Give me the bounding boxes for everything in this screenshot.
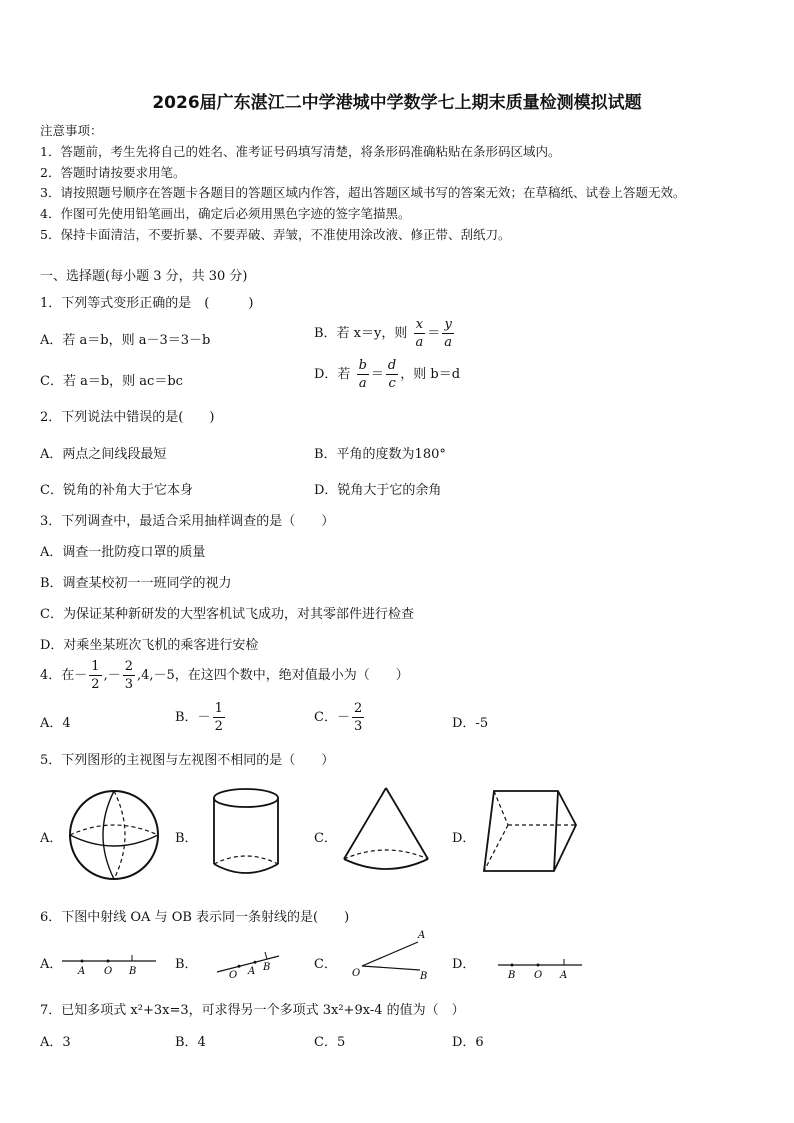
question-stem: 1．下列等式变形正确的是 ( )	[40, 296, 254, 311]
question-stem: 2．下列说法中错误的是( )	[40, 410, 215, 425]
option-c: C．若 a＝b，则 ac＝bc	[40, 374, 183, 389]
point-label-b: B	[420, 971, 428, 980]
fraction: $\frac{2}{3}$	[353, 701, 363, 734]
fraction: $\frac{x}{a}$	[415, 317, 424, 350]
option-a: A．调查一批防疫口罩的质量	[40, 545, 206, 560]
ray-figure-c	[350, 926, 436, 980]
option-c-label: C．	[314, 957, 337, 972]
point-label-o: O	[104, 966, 113, 977]
option-c-label: C．	[314, 831, 337, 846]
question-stem: 3．下列调查中，最适合采用抽样调查的是（ ）	[40, 514, 335, 529]
point-label-o: O	[352, 968, 361, 979]
point-label-b: B	[263, 962, 271, 973]
cone-figure	[340, 785, 432, 877]
option-a: A．4	[40, 716, 71, 731]
point-label-b: B	[508, 970, 516, 981]
point-label-a: A	[248, 966, 256, 977]
point-label-o: O	[534, 970, 543, 981]
option-b-label: B．	[175, 831, 198, 846]
option-d: D．对乘坐某班次飞机的乘客进行安检	[40, 638, 259, 653]
fraction: $\frac{1}{2}$	[91, 659, 100, 692]
cylinder-figure	[208, 786, 284, 878]
sphere-figure	[64, 787, 164, 885]
fraction: $\frac{d}{c}$	[387, 358, 397, 391]
option-c: C．5	[314, 1035, 346, 1050]
ray-figure-a	[60, 950, 160, 978]
option-c: C．锐角的补角大于它本身	[40, 483, 193, 498]
question-stem: 5．下列图形的主视图与左视图不相同的是（ ）	[40, 753, 335, 768]
prism-figure	[478, 785, 582, 877]
page-title: 2026届广东湛江二中学港城中学数学七上期末质量检测模拟试题	[152, 93, 642, 113]
notice-heading: 注意事项：	[40, 123, 103, 138]
notice-item: 5．保持卡面清洁，不要折暴、不要弄破、弄皱，不准使用涂改液、修正带、刮纸刀。	[40, 227, 511, 242]
option-d: D．-5	[452, 716, 489, 731]
question-stem: 4．在－ $\frac{1}{2}$ ,－ $\frac{2}{3}$ ,4,－5，在这四个数中，绝对值最小为（ ）	[40, 659, 409, 692]
option-d: D．6	[452, 1035, 484, 1050]
option-d: D．若 $\frac{b}{a}$ ＝ $\frac{d}{c}$ ，则 b＝d	[314, 358, 461, 391]
point-label-b: B	[129, 966, 137, 977]
notice-item: 2．答题时请按要求用笔。	[40, 165, 186, 180]
fraction: $\frac{b}{a}$	[358, 358, 367, 391]
fraction: $\frac{1}{2}$	[214, 701, 223, 734]
option-a-label: A．	[40, 831, 63, 846]
point-label-a: A	[78, 966, 86, 977]
notice-item: 3．请按照题号顺序在答题卡各题目的答题区域内作答，超出答题区域书写的答案无效；在草稿纸、试卷上答题无效。	[40, 185, 686, 200]
option-c: C．－ $\frac{2}{3}$	[314, 701, 363, 734]
fraction: $\frac{y}{a}$	[444, 317, 453, 350]
notice-item: 1．答题前，考生先将自己的姓名、准考证号码填写清楚，将条形码准确粘贴在条形码区域内。	[40, 144, 561, 159]
ray-figure-d	[496, 954, 586, 982]
option-a: A．若 a＝b，则 a－3＝3－b	[40, 333, 211, 348]
question-stem: 7．已知多项式 x²+3x=3，可求得另一个多项式 3x²+9x-4 的值为（ ）	[40, 1003, 465, 1018]
option-b-text: B．若 x＝y，则	[314, 326, 408, 341]
notice-item: 4．作图可先使用铅笔画出，确定后必须用黑色字迹的签字笔描黑。	[40, 206, 411, 221]
option-d: D．锐角大于它的余角	[314, 483, 442, 498]
option-a-label: A．	[40, 957, 63, 972]
option-b: B．平角的度数为180°	[314, 447, 446, 462]
option-b: B．调查某校初一一班同学的视力	[40, 576, 232, 591]
option-b-label: B．	[175, 957, 198, 972]
fraction: $\frac{2}{3}$	[124, 659, 133, 692]
option-b: B．4	[175, 1035, 206, 1050]
option-a: A．两点之间线段最短	[40, 447, 167, 462]
option-a: A．3	[40, 1035, 71, 1050]
option-b: B．－ $\frac{1}{2}$	[175, 701, 223, 734]
question-stem: 6．下图中射线 OA 与 OB 表示同一条射线的是( )	[40, 910, 350, 925]
point-label-a: A	[560, 970, 568, 981]
point-label-a: A	[418, 930, 426, 941]
option-d-label: D．	[452, 831, 476, 846]
option-b: B．若 x＝y，则 $\frac{x}{a}$ ＝ $\frac{y}{a}$	[314, 317, 453, 350]
section-heading: 一、选择题(每小题 3 分，共 30 分)	[40, 269, 248, 284]
point-label-o: O	[229, 970, 238, 978]
option-c: C．为保证某种新研发的大型客机试飞成功，对其零部件进行检查	[40, 607, 414, 622]
option-d-label: D．	[452, 957, 476, 972]
ray-figure-b	[213, 948, 283, 978]
